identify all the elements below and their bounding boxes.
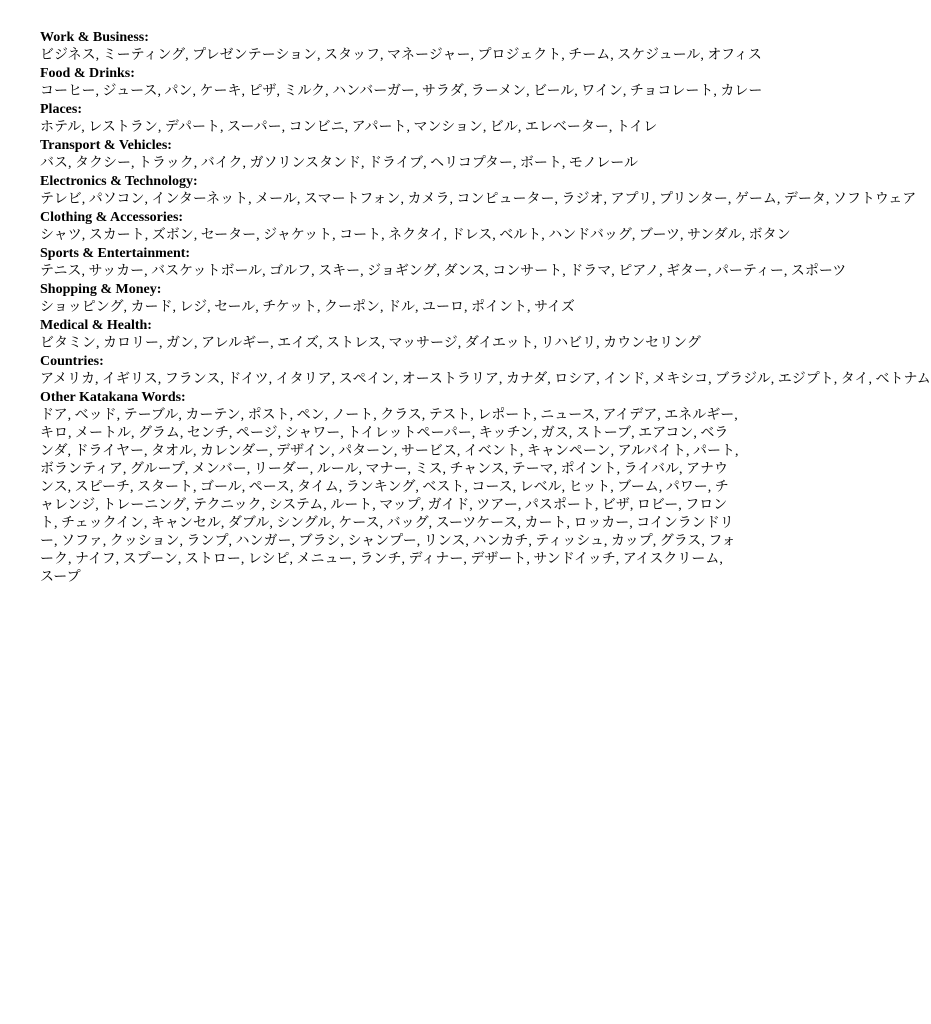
section-heading: Work & Business: <box>40 30 149 45</box>
section-countries <box>40 353 931 389</box>
section-transport-vehicles <box>40 137 740 173</box>
section-heading: Electronics & Technology: <box>40 174 198 189</box>
section-heading: Countries: <box>40 354 104 369</box>
section-heading: Transport & Vehicles: <box>40 138 172 153</box>
section-heading: Places: <box>40 102 82 117</box>
section-sports-entertainment <box>40 245 847 281</box>
section-heading: Shopping & Money: <box>40 282 162 297</box>
section-heading: Sports & Entertainment: <box>40 246 191 261</box>
section-heading: Clothing & Accessories: <box>40 210 184 225</box>
section-word-list: ビジネス, ミーティング, プレゼンテーション, スタッフ, マネージャー, プロジェクト, チーム, スケジュール, オフィス <box>40 48 762 63</box>
section-word-list: テニス, サッカー, バスケットボール, ゴルフ, スキー, ジョギング, ダンス, コンサート, ドラマ, ピアノ, ギター, パーティー, スポーツ <box>40 264 847 279</box>
section-word-list: コーヒー, ジュース, パン, ケーキ, ピザ, ミルク, ハンバーガー, サラダ, ラーメン, ビール, ワイン, チョコレート, カレー <box>40 84 763 99</box>
section-word-list: シャツ, スカート, ズボン, セーター, ジャケット, コート, ネクタイ, ドレス, ベルト, ハンドバッグ, ブーツ, サンダル, ボタン <box>40 228 791 243</box>
section-word-list: ショッピング, カード, レジ, セール, チケット, クーポン, ドル, ユーロ, ポイント, サイズ <box>40 300 575 315</box>
section-word-list: ビタミン, カロリー, ガン, アレルギー, エイズ, ストレス, マッサージ, ダイエット, リハビリ, カウンセリング <box>40 336 701 351</box>
section-clothing-accessories <box>40 209 791 245</box>
document-page <box>40 29 931 587</box>
section-medical-health <box>40 317 740 353</box>
section-word-list: アメリカ, イギリス, フランス, ドイツ, イタリア, スペイン, オーストラリア, カナダ, ロシア, インド, メキシコ, ブラジル, エジプト, タイ, ベトナム <box>40 372 931 387</box>
section-places <box>40 101 740 137</box>
section-food-drinks <box>40 65 763 101</box>
section-work-business <box>40 29 762 65</box>
section-electronics-technology <box>40 173 917 209</box>
section-shopping-money <box>40 281 740 317</box>
section-word-list: バス, タクシー, トラック, バイク, ガソリンスタンド, ドライブ, ヘリコプター, ボート, モノレール <box>40 156 638 171</box>
section-heading: Medical & Health: <box>40 318 152 333</box>
section-heading: Other Katakana Words: <box>40 390 186 405</box>
section-word-list: ドア, ベッド, テーブル, カーテン, ポスト, ペン, ノート, クラス, テスト, レポート, ニュース, アイデア, エネルギー, キロ, メートル, グラム, センチ, ページ, シャワー, トイレットペーパー, キッチン, ガス, ストーブ, エアコン, ベランダ, ドライヤー, タオル, カレンダー, デザイン, パターン, サービス, イベント, キャンペーン, アルバイト, パート, ボランティア, グループ, メンバー, リーダー, ルール, マナー, ミス, チャンス, テーマ, ポイント, ライバル, アナウンス, スピーチ, スタート, ゴール, ペース, タイム, ランキング, ベスト, コース, レベル, ヒット, ブーム, パワー, チャレンジ, トレーニング, テクニック, システム, ルート, マップ, ガイド, ツアー, パスポート, ビザ, ロビー, フロント, チェックイン, キャンセル, ダブル, シングル, ケース, バッグ, スーツケース, カート, ロッカー, コインランドリー, ソファ, クッション, ランプ, ハンガー, ブラシ, シャンプー, リンス, ハンカチ, ティッシュ, カップ, グラス, フォーク, ナイフ, スプーン, ストロー, レシピ, メニュー, ランチ, ディナー, デザート, サンドイッチ, アイスクリーム, スープ <box>40 408 739 585</box>
section-word-list: テレビ, パソコン, インターネット, メール, スマートフォン, カメラ, コンピューター, ラジオ, アプリ, プリンター, ゲーム, データ, ソフトウェア <box>40 192 917 207</box>
section-word-list: ホテル, レストラン, デパート, スーパー, コンビニ, アパート, マンション, ビル, エレベーター, トイレ <box>40 120 658 135</box>
section-heading: Food & Drinks: <box>40 66 135 81</box>
section-other-katakana <box>40 389 740 587</box>
